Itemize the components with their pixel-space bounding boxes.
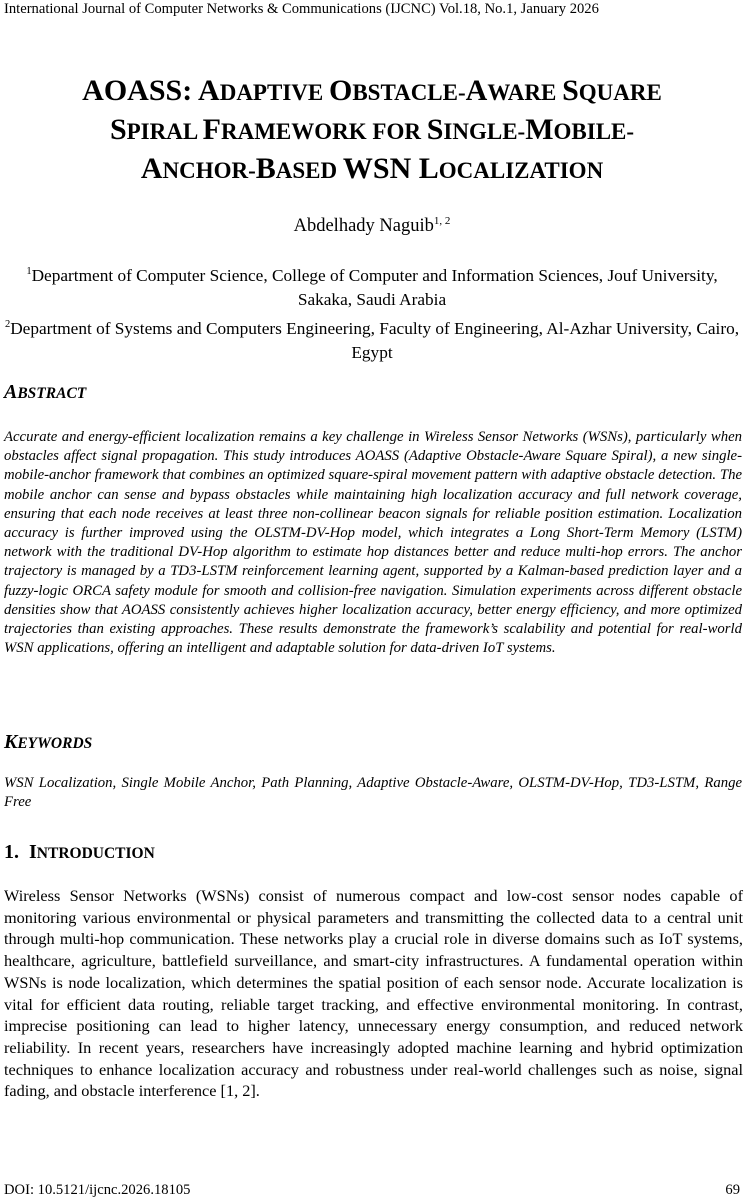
abstract-text: Accurate and energy-efficient localization remains a key challenge in Wireless Sensor Networks (WSNs), particularly when obstacles affect signal propagation. This study introduces AOASS (Adaptive Obstacle-Aware Square Spiral), a new single-mobile-anchor framework that combines an optimized square-spiral movement pattern with adaptive obstacle detection. The mobile anchor can sense and bypass obstacles while maintaining high localization accuracy and full network coverage, ensuring that each node receives at least three non-collinear beacon signals for reliable position estimation. Localization accuracy is further improved using the OLSTM-DV-Hop model, which integrates a Long Short-Term Memory (LSTM) network with the traditional DV-Hop algorithm to estimate hop distances better and reduce multi-hop errors. The anchor trajectory is managed by a TD3-LSTM reinforcement learning agent, supported by a Kalman-based prediction layer and a fuzzy-logic ORCA safety module for smooth and collision-free navigation. Simulation experiments across different obstacle densities show that AOASS consistently achieves higher localization accuracy, better energy efficiency, and more optimized trajectories than existing approaches. These results demonstrate the framework’s scalability and potential for real-world WSN applications, offering an intelligent and adaptable solution for data-driven IoT systems. [4, 429, 742, 657]
affiliation-item: $^1$Department of Computer Science, College of Computer and Information Sciences, Jouf University, Sakaka, Saudi Arabia [26, 266, 718, 310]
abstract-heading: ABSTRACT [4, 381, 87, 403]
title-part: SINGLE- [426, 113, 526, 146]
title-part: ANCHOR- [140, 152, 256, 185]
running-header: International Journal of Computer Networks & Communications (IJCNC) Vol.18, No.1, January 2026 [4, 1, 599, 17]
keywords-text: WSN Localization, Single Mobile Anchor, Path Planning, Adaptive Obstacle-Aware, OLSTM-DV-Hop, TD3-LSTM, Range Free [4, 775, 742, 811]
title-part: WSN LOCALIZATION [342, 152, 604, 185]
affiliations [4, 260, 740, 365]
title-part: AOASS: ADAPTIVE [82, 74, 329, 107]
author-affiliation-marks: 1, 2 [433, 215, 451, 227]
title-part: FRAMEWORK FOR [202, 113, 427, 146]
title-part: OBSTACLE- [328, 74, 466, 107]
author-name: Abdelhady Naguib [293, 216, 434, 236]
keywords-heading: KEYWORDS [4, 731, 93, 753]
title-part: SQUARE [562, 74, 662, 107]
title-part: BASED [255, 152, 343, 185]
author-line [0, 210, 744, 237]
affiliation-item: $^2$Department of Systems and Computers Engineering, Faculty of Engineering, Al-Azhar University, Cairo, Egypt [4, 318, 740, 362]
title-part: MOBILE- [525, 113, 635, 146]
footer-doi: DOI: 10.5121/ijcnc.2026.18105 [4, 1182, 191, 1198]
page-number: 69 [725, 1182, 740, 1198]
introduction-heading: 1. INTRODUCTION [4, 841, 155, 863]
introduction-paragraph: Wireless Sensor Networks (WSNs) consist of numerous compact and low-cost sensor nodes capable of monitoring various environmental or physical parameters and transmitting the collected data to a central unit through multi-hop communication. These networks play a crucial role in diverse domains such as IoT systems, healthcare, agriculture, battlefield surveillance, and smart-city infrastructures. A fundamental operation within WSNs is node localization, which determines the spatial position of each sensor node. Accurate localization is vital for efficient data routing, reliable target tracking, and effective environmental monitoring. In contrast, imprecise positioning can lead to higher latency, unnecessary energy consumption, and reduced network reliability. In recent years, researchers have increasingly adopted machine learning and hybrid optimization techniques to enhance localization accuracy and robustness under real-world challenges such as noise, signal fading, and obstacle interference [1, 2]. [4, 886, 743, 1101]
title-part: SPIRAL [109, 113, 203, 146]
paper-title [20, 72, 724, 189]
title-part: AWARE [465, 74, 563, 107]
